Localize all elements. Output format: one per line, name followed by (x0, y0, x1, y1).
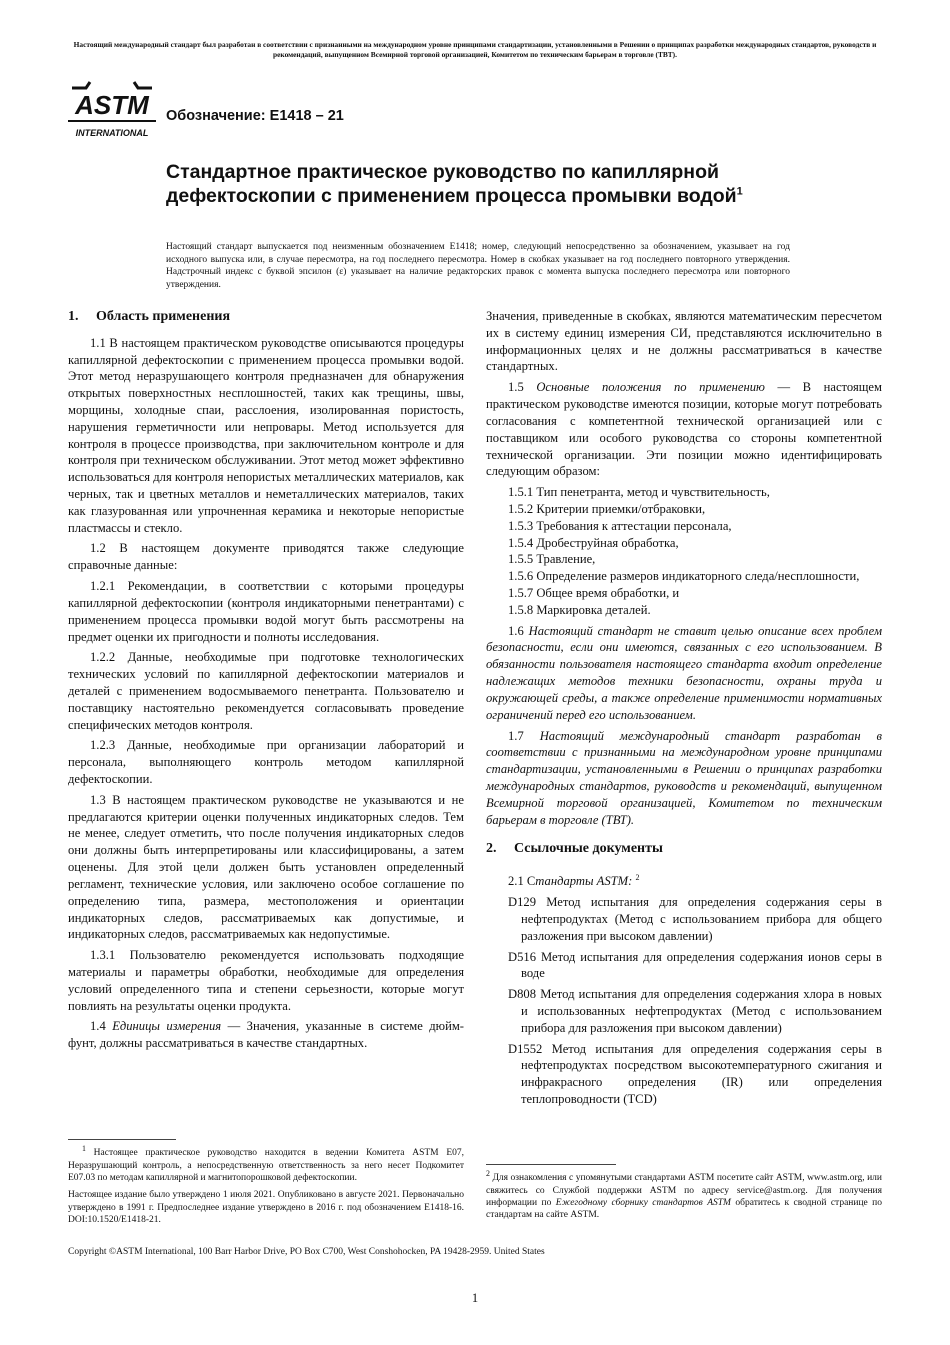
section-2-heading: 2. Ссылочные документы (486, 841, 663, 857)
document-title (166, 161, 806, 209)
para-1-6: 1.6 Настоящий стандарт не ставит целью описание всех проблем безопасности, если они имеются, связанных с его использованием. В обязанности пользователя настоящего стандарта входит определение надлежащих методов техники безопасности, охраны труда и окружающей среды, а также определение применимости нормативных ограничений перед его использованием. (486, 623, 882, 722)
para-1-5: 1.5 Основные положения по применению — В настоящем практическом руководстве имеются позиции, которые могут потребовать согласования с компетентной технической организацией или с поставщиком или особого руководства со стороны компетентной технической организации. Эти позиции можно идентифицировать следующим образом: (486, 380, 882, 479)
para-1-4: 1.4 Единицы измерения — Значения, указанные в системе дюйм-фунт, должны рассматриваться в качестве стандартных. (68, 1019, 464, 1051)
section-1-heading: 1. Область применения (68, 309, 231, 324)
astm-logo (64, 80, 160, 142)
para-1-4-continued: Значения, приведенные в скобках, являются математическим пересчетом их в систему единиц измерения СИ, представляются исключительно в информационных целях и не должны рассматриваться в качестве стандартных. (486, 309, 882, 374)
designation: Обозначение: E1418 – 21 (166, 108, 344, 124)
ref-d516: D516 Метод испытания для определения содержания ионов серы в воде (508, 949, 882, 981)
list-item-1-5-3: 1.5.3 Требования к аттестации персонала, (508, 518, 732, 533)
para-1-2: 1.2 В настоящем документе приводятся также следующие справочные данные: (68, 541, 464, 573)
logo-subtext: INTERNATIONAL (75, 128, 149, 138)
footnote-2: $^2$ Для ознакомления с упомянутыми стандартами ASTM посетите сайт ASTM, www.astm.org, или свяжитесь со Службой поддержки ASTM по адресу service@astm.org. Для получения информации по Ежегодному сборнику стандартов ASTM обратитесь к сводной странице по стандартам на сайте ASTM. (486, 1169, 883, 1221)
logo-text: ASTM (75, 90, 149, 120)
list-item-1-5-2: 1.5.2 Критерии приемки/отбраковки, (508, 501, 706, 516)
title-text: Стандартное практическое руководство по капиллярной дефектоскопии с применением процесса промывки водой (166, 161, 737, 207)
copyright: Copyright ©ASTM International, 100 Barr Harbor Drive, PO Box C700, West Conshohocken, PA 19428-2959. United States (68, 1247, 545, 1257)
footnotes-left (68, 1139, 464, 1231)
footnote-rule (486, 1164, 616, 1165)
para-1-2-2: 1.2.2 Данные, необходимые при подготовке технологических технических условий по капиллярной дефектоскопии материалов и деталей с применением водосмываемого пенетранта. Пользователю и поставщику настоятельно рекомендуется согласовывать проведение специфических методов контроля. (68, 650, 464, 732)
left-column (68, 308, 464, 1056)
page-number: 1 (471, 1291, 479, 1305)
right-column (486, 308, 882, 1112)
para-2-1: 2.1 Стандарты ASTM: $^2$ (508, 873, 640, 889)
ref-d129: D129 Метод испытания для определения содержания серы в нефтепродуктах (Метод с использованием прибора для общего разложения при высоком давлении) (508, 895, 882, 943)
para-1-2-1: 1.2.1 Рекомендации, в соответствии с которыми процедуры капиллярной дефектоскопии (контроля индикаторными пенетрантами) с применением процесса промывки водой могут быть рассмотрены на предмет оценки их пригодности и полноты исследования. (68, 579, 464, 644)
title-footnote-mark: 1 (736, 185, 743, 198)
list-item-1-5-8: 1.5.8 Маркировка деталей. (508, 602, 651, 617)
wto-notice: Настоящий международный стандарт был разработан в соответствии с признанными на международном уровне принципами стандартизации, установленными в Решении о принципах разработки международных стандартов, руководств и рекомендаций, выпущенном Всемирной торговой организацией, Комитетом по техническим барьерам в торговле (ТВТ). (73, 40, 877, 59)
ref-d1552: D1552 Метод испытания для определения содержания серы в нефтепродуктах посредством высокотемпературного сжигания и инфракрасного определения (IR) или определения теплопроводности (TCD) (508, 1041, 883, 1106)
footnote-rule (68, 1139, 176, 1140)
list-item-1-5-4: 1.5.4 Дробеструйная обработка, (508, 535, 679, 550)
footnote-1: $^1$ Настоящее практическое руководство находится в ведении Комитета ASTM E07, Неразрушающий контроль, а непосредственную ответственность за него несет Подкомитет E07.03 по методам капиллярной и магнитопорошковой дефектоскопии. (68, 1144, 465, 1183)
ref-d808: D808 Метод испытания для определения содержания хлора в новых и использованных нефтепродуктах (Метод с использованием прибора для разложения при высоком давлении) (508, 987, 882, 1035)
para-1-3-1: 1.3.1 Пользователю рекомендуется использовать подходящие материалы и параметры обработки, необходимые для определения условий определенного типа и степени серьезности, которые могут повлиять на результаты оценки продукта. (68, 948, 464, 1013)
para-1-1: 1.1 В настоящем практическом руководстве описываются процедуры капиллярной дефектоскопии с применением процесса промывки водой. Этот метод неразрушающего контроля предназначен для обнаружения открытых поверхностных несплошностей, таких как трещины, швы, морщины, холодные спаи, расслоения, изолированная пористость, нарушения герметичности или непровары. Метод используется для контроля в процессе производства, при заключительном контроле и для контроля при техническом обслуживании. Этот метод может эффективно использоваться для контроля непористых металлических материалов, как черных, так и цветных металлов и неметаллических материалов, таких как глазурованная или упрочненная керамика и некоторые непористые пластмассы и стекло. (68, 335, 464, 535)
list-item-1-5-5: 1.5.5 Травление, (508, 552, 596, 567)
para-1-2-3: 1.2.3 Данные, необходимые при организации лабораторий и персонала, выполняющего контроль методом капиллярной дефектоскопии. (68, 738, 464, 786)
list-item-1-5-7: 1.5.7 Общее время обработки, и (508, 586, 680, 600)
footnote-1-edition: Настоящее издание было утверждено 1 июля 2021. Опубликовано в августе 2021. Первоначально утверждено в 1991 г. Предпоследнее издание утверждено в 2016 г. под обозначением E1418-16. DOI:10.1520/E1418-21. (68, 1190, 464, 1225)
list-item-1-5-6: 1.5.6 Определение размеров индикаторного следа/несплошности, (508, 569, 860, 584)
para-1-3: 1.3 В настоящем практическом руководстве не указываются и не предлагаются критерии оценки полученных индикаторных следов. Тем не менее, следует отметить, что после получения индикаторных следов они должны быть интерпретированы или классифицированы, а затем оценены. Для этой цели должен быть установлен определенный регламент, технические условия, или заключено особое соглашение по определению типа, размера, местоположения и ориентации индикаторных следов, рассматриваемых как допустимые, и индикаторных следов, рассматриваемых как недопустимые. (68, 792, 464, 942)
issue-note: Настоящий стандарт выпускается под неизменным обозначением E1418; номер, следующий непосредственно за обозначением, указывает на год исходного выпуска или, в случае пересмотра, на год последнего пересмотра. Номер в скобках указывает на год последнего повторного утверждения. Надстрочный индекс с буквой эпсилон (ε) указывает на наличие редакторских правок с момента выпуска последнего пересмотра или повторного утверждения. (166, 242, 790, 290)
footnotes-right (486, 1164, 882, 1227)
para-1-7: 1.7 Настоящий международный стандарт разработан в соответствии с признанными на международном уровне принципами стандартизации, установленными в Решении о принципах разработки международных стандартов, руководств и рекомендаций, выпущенном Всемирной торговой организацией, Комитетом по техническим барьерам в торговле (ТВТ). (486, 728, 882, 827)
list-item-1-5-1: 1.5.1 Тип пенетранта, метод и чувствительность, (508, 485, 770, 500)
